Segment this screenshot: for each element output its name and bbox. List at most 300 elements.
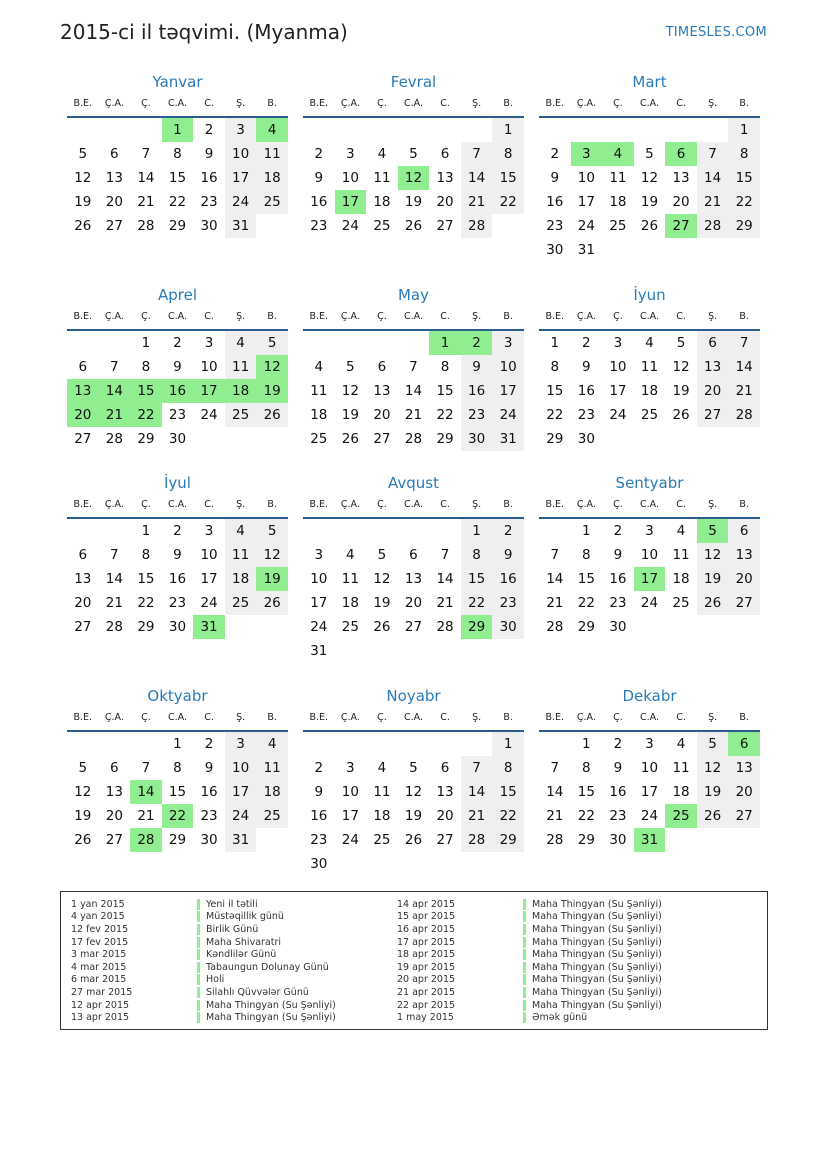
day-cell: 10 xyxy=(640,760,659,776)
day-cell: 17 xyxy=(492,379,524,403)
day-cell: 21 xyxy=(461,190,493,214)
weekday-label: C.A. xyxy=(403,311,423,322)
legend-color-marker xyxy=(523,1012,526,1023)
weekday-label: Ş. xyxy=(472,499,482,510)
day-cell: 14 xyxy=(728,355,760,379)
day-cell: 9 xyxy=(613,547,623,563)
day-cell: 11 xyxy=(373,784,391,800)
empty-cell xyxy=(539,732,571,756)
day-cell: 13 xyxy=(373,383,391,399)
day-cell: 27 xyxy=(697,403,729,427)
day-cell: 21 xyxy=(436,595,454,611)
day-cell: 22 xyxy=(137,595,155,611)
empty-cell xyxy=(130,732,162,756)
weekday-label: B.E. xyxy=(73,311,93,322)
weekday-label: B. xyxy=(739,499,749,510)
legend-date: 1 may 2015 xyxy=(397,1012,454,1024)
legend-color-marker xyxy=(523,1000,526,1011)
weekday-label: Ç. xyxy=(613,98,623,109)
day-cell: 9 xyxy=(173,547,182,563)
empty-cell xyxy=(429,519,461,543)
empty-cell xyxy=(665,118,697,142)
holiday-day-cell: 20 xyxy=(67,403,99,427)
day-cell: 30 xyxy=(310,856,328,872)
day-cell: 21 xyxy=(546,808,564,824)
day-cell: 13 xyxy=(74,571,92,587)
day-cell: 11 xyxy=(256,142,288,166)
weekday-label: C. xyxy=(204,712,214,723)
day-cell: 27 xyxy=(436,832,454,848)
day-cell: 14 xyxy=(546,571,564,587)
legend-date: 15 apr 2015 xyxy=(397,911,456,923)
day-cell: 25 xyxy=(310,431,328,447)
day-cell: 3 xyxy=(225,118,257,142)
holiday-day-cell: 2 xyxy=(461,331,493,355)
day-cell: 31 xyxy=(310,643,328,659)
day-cell: 21 xyxy=(697,190,729,214)
month-october xyxy=(67,686,288,852)
weekday-label: C.A. xyxy=(403,98,423,109)
legend-row xyxy=(397,974,662,987)
weekday-header xyxy=(303,309,524,331)
weekday-label: Ç. xyxy=(377,311,387,322)
month-name: Avqust xyxy=(388,474,439,492)
legend-date: 22 apr 2015 xyxy=(397,999,456,1011)
legend-holiday-name: Silahlı Qüvvələr Günü xyxy=(206,986,309,998)
day-grid xyxy=(303,331,524,451)
day-cell: 27 xyxy=(728,804,760,828)
day-cell: 1 xyxy=(173,736,182,752)
legend-date: 17 apr 2015 xyxy=(397,936,456,948)
weekday-label: C. xyxy=(204,499,214,510)
day-cell: 19 xyxy=(697,780,729,804)
weekday-label: Ş. xyxy=(236,499,246,510)
legend-holiday-name: Müstəqillik günü xyxy=(206,911,284,923)
weekday-label: C.A. xyxy=(403,499,423,510)
legend-date: 12 fev 2015 xyxy=(71,923,129,935)
empty-cell xyxy=(67,118,99,142)
weekday-label: Ç. xyxy=(377,499,387,510)
legend-color-marker xyxy=(197,962,200,973)
holiday-day-cell: 5 xyxy=(697,519,729,543)
legend-color-marker xyxy=(523,924,526,935)
legend-row xyxy=(71,999,336,1012)
day-cell: 16 xyxy=(577,383,595,399)
day-cell: 7 xyxy=(141,760,151,776)
day-cell: 1 xyxy=(582,736,591,752)
day-cell: 29 xyxy=(168,218,187,234)
legend-row xyxy=(397,911,662,924)
holiday-day-cell: 14 xyxy=(99,379,131,403)
day-cell: 30 xyxy=(492,615,524,639)
day-cell: 15 xyxy=(577,784,595,800)
holiday-day-cell: 3 xyxy=(571,142,603,166)
day-cell: 19 xyxy=(404,808,423,824)
day-cell: 29 xyxy=(728,214,760,238)
day-grid xyxy=(303,118,524,238)
day-cell: 4 xyxy=(676,523,686,539)
day-cell: 4 xyxy=(377,146,387,162)
day-cell: 7 xyxy=(550,760,560,776)
day-cell: 30 xyxy=(609,619,627,635)
day-cell: 7 xyxy=(141,146,151,162)
day-cell: 11 xyxy=(672,547,690,563)
day-cell: 3 xyxy=(314,547,324,563)
weekday-label: C.A. xyxy=(639,311,659,322)
empty-cell xyxy=(67,732,99,756)
day-cell: 17 xyxy=(341,808,359,824)
legend-row xyxy=(71,986,336,999)
weekday-label: B.E. xyxy=(545,712,565,723)
day-cell: 2 xyxy=(314,146,324,162)
weekday-header xyxy=(539,710,760,732)
day-cell: 23 xyxy=(200,194,218,210)
day-cell: 29 xyxy=(137,431,155,447)
day-cell: 29 xyxy=(492,828,524,852)
weekday-header xyxy=(67,309,288,331)
day-cell: 29 xyxy=(546,431,564,447)
day-cell: 8 xyxy=(492,756,524,780)
legend-date: 16 apr 2015 xyxy=(397,923,456,935)
day-cell: 4 xyxy=(314,359,324,375)
day-cell: 20 xyxy=(74,595,92,611)
empty-cell xyxy=(571,118,603,142)
legend-date: 14 apr 2015 xyxy=(397,898,456,910)
day-cell: 27 xyxy=(373,431,391,447)
day-cell: 10 xyxy=(341,784,359,800)
day-cell: 10 xyxy=(640,547,659,563)
day-cell: 23 xyxy=(577,407,595,423)
day-grid xyxy=(539,331,760,451)
weekday-label: C. xyxy=(204,311,214,322)
day-cell: 1 xyxy=(141,523,151,539)
day-cell: 23 xyxy=(461,403,493,427)
day-cell: 20 xyxy=(728,780,760,804)
legend-date: 4 mar 2015 xyxy=(71,961,127,973)
legend-holiday-name: Maha Thingyan (Su Şənliyi) xyxy=(532,974,662,986)
day-cell: 3 xyxy=(645,736,654,752)
weekday-label: Ş. xyxy=(236,311,246,322)
weekday-label: Ç.A. xyxy=(576,712,596,723)
weekday-label: C.A. xyxy=(167,499,187,510)
day-cell: 25 xyxy=(640,407,659,423)
day-cell: 13 xyxy=(404,571,423,587)
weekday-label: B. xyxy=(739,98,749,109)
weekday-label: B. xyxy=(503,311,513,322)
legend-date: 3 mar 2015 xyxy=(71,949,127,961)
empty-cell xyxy=(366,331,398,355)
day-grid xyxy=(67,118,288,238)
day-cell: 22 xyxy=(168,194,187,210)
legend-holiday-name: Maha Thingyan (Su Şənliyi) xyxy=(206,1012,336,1024)
holiday-day-cell: 29 xyxy=(461,615,493,639)
weekday-label: B.E. xyxy=(309,499,329,510)
weekday-label: Ş. xyxy=(708,311,718,322)
day-cell: 9 xyxy=(461,355,493,379)
day-cell: 22 xyxy=(461,591,493,615)
day-cell: 9 xyxy=(204,146,214,162)
weekday-label: Ç.A. xyxy=(340,98,360,109)
holiday-day-cell: 13 xyxy=(67,379,99,403)
legend-date: 4 yan 2015 xyxy=(71,911,125,923)
holiday-day-cell: 4 xyxy=(602,142,634,166)
day-cell: 26 xyxy=(256,403,288,427)
legend-color-marker xyxy=(197,899,200,910)
weekday-label: Ç. xyxy=(377,712,387,723)
day-cell: 26 xyxy=(74,218,92,234)
weekday-label: Ç.A. xyxy=(104,499,124,510)
day-cell: 14 xyxy=(546,784,564,800)
day-cell: 27 xyxy=(728,591,760,615)
day-cell: 9 xyxy=(314,784,324,800)
day-cell: 17 xyxy=(609,383,627,399)
day-cell: 15 xyxy=(137,571,155,587)
day-cell: 1 xyxy=(492,118,524,142)
day-cell: 5 xyxy=(256,331,288,355)
weekday-header xyxy=(539,96,760,118)
day-cell: 10 xyxy=(225,142,257,166)
legend-holiday-name: Əmək günü xyxy=(532,1012,588,1024)
day-cell: 6 xyxy=(377,359,387,375)
month-name: Fevral xyxy=(390,73,437,91)
weekday-header xyxy=(67,710,288,732)
day-cell: 29 xyxy=(577,832,595,848)
day-cell: 4 xyxy=(346,547,355,563)
day-cell: 2 xyxy=(204,736,214,752)
day-cell: 3 xyxy=(346,146,355,162)
empty-cell xyxy=(335,732,367,756)
weekday-label: Ç. xyxy=(141,499,151,510)
empty-cell xyxy=(366,118,398,142)
weekday-label: Ç. xyxy=(613,499,623,510)
day-cell: 18 xyxy=(373,194,391,210)
day-cell: 5 xyxy=(645,146,654,162)
day-cell: 5 xyxy=(697,732,729,756)
empty-cell xyxy=(303,118,335,142)
legend-holiday-name: Maha Shivaratri xyxy=(206,936,282,948)
weekday-label: C.A. xyxy=(403,712,423,723)
day-cell: 7 xyxy=(110,547,119,563)
legend-date: 27 mar 2015 xyxy=(71,986,133,998)
month-name: Oktyabr xyxy=(147,687,208,705)
day-cell: 13 xyxy=(436,170,454,186)
day-cell: 22 xyxy=(492,190,524,214)
day-cell: 23 xyxy=(609,595,627,611)
day-cell: 9 xyxy=(550,170,560,186)
day-cell: 8 xyxy=(582,760,591,776)
weekday-label: Ç. xyxy=(141,712,151,723)
weekday-label: Ç.A. xyxy=(104,311,124,322)
legend-date: 12 apr 2015 xyxy=(71,999,130,1011)
empty-cell xyxy=(335,118,367,142)
day-cell: 23 xyxy=(609,808,627,824)
holiday-day-cell: 6 xyxy=(728,732,760,756)
day-cell: 8 xyxy=(173,760,182,776)
day-grid xyxy=(67,331,288,451)
day-cell: 7 xyxy=(461,142,493,166)
holiday-day-cell: 12 xyxy=(256,355,288,379)
day-cell: 28 xyxy=(105,431,123,447)
day-cell: 5 xyxy=(409,146,418,162)
legend-row xyxy=(397,923,662,936)
weekday-label: B. xyxy=(503,499,513,510)
day-cell: 16 xyxy=(310,808,328,824)
day-cell: 16 xyxy=(200,170,218,186)
weekday-label: Ç.A. xyxy=(340,311,360,322)
brand-link[interactable]: TIMESLES.COM xyxy=(665,25,767,40)
day-cell: 14 xyxy=(436,571,454,587)
legend-color-marker xyxy=(523,911,526,922)
day-cell: 14 xyxy=(137,170,155,186)
day-cell: 11 xyxy=(225,543,257,567)
day-cell: 28 xyxy=(137,218,155,234)
day-cell: 23 xyxy=(492,591,524,615)
day-cell: 5 xyxy=(346,359,355,375)
day-cell: 24 xyxy=(310,619,328,635)
day-cell: 20 xyxy=(404,595,423,611)
month-september xyxy=(539,473,760,639)
weekday-label: Ç.A. xyxy=(576,98,596,109)
day-cell: 8 xyxy=(173,146,182,162)
day-cell: 13 xyxy=(728,543,760,567)
legend-color-marker xyxy=(523,962,526,973)
day-cell: 9 xyxy=(314,170,324,186)
day-cell: 11 xyxy=(310,383,328,399)
day-cell: 6 xyxy=(728,519,760,543)
day-cell: 4 xyxy=(645,335,654,351)
day-cell: 24 xyxy=(492,403,524,427)
empty-cell xyxy=(303,519,335,543)
day-grid xyxy=(539,732,760,852)
day-cell: 13 xyxy=(728,756,760,780)
day-cell: 29 xyxy=(577,619,595,635)
weekday-label: Ş. xyxy=(472,311,482,322)
day-cell: 26 xyxy=(256,591,288,615)
empty-cell xyxy=(67,519,99,543)
day-cell: 7 xyxy=(409,359,418,375)
day-cell: 6 xyxy=(78,359,88,375)
holiday-day-cell: 31 xyxy=(193,615,225,639)
day-cell: 6 xyxy=(110,146,119,162)
day-cell: 7 xyxy=(728,331,760,355)
day-cell: 15 xyxy=(577,571,595,587)
day-cell: 14 xyxy=(105,571,123,587)
day-cell: 28 xyxy=(546,832,564,848)
weekday-label: Ş. xyxy=(236,98,246,109)
empty-cell xyxy=(366,732,398,756)
day-cell: 25 xyxy=(609,218,627,234)
legend-holiday-name: Maha Thingyan (Su Şənliyi) xyxy=(532,961,662,973)
day-cell: 10 xyxy=(200,547,218,563)
legend-date: 6 mar 2015 xyxy=(71,974,127,986)
day-cell: 3 xyxy=(613,335,623,351)
day-cell: 31 xyxy=(225,828,257,852)
day-cell: 10 xyxy=(310,571,328,587)
weekday-label: C. xyxy=(440,98,450,109)
day-cell: 2 xyxy=(314,760,324,776)
empty-cell xyxy=(539,519,571,543)
day-cell: 12 xyxy=(672,359,690,375)
empty-cell xyxy=(335,331,367,355)
holiday-day-cell: 25 xyxy=(665,804,697,828)
day-cell: 8 xyxy=(440,359,450,375)
weekday-label: B. xyxy=(267,98,277,109)
day-cell: 3 xyxy=(346,760,355,776)
legend-date: 21 apr 2015 xyxy=(397,986,456,998)
day-cell: 9 xyxy=(582,359,591,375)
weekday-label: B.E. xyxy=(545,311,565,322)
day-cell: 12 xyxy=(74,784,92,800)
day-cell: 1 xyxy=(582,523,591,539)
month-march xyxy=(539,72,760,262)
day-cell: 13 xyxy=(672,170,690,186)
day-cell: 3 xyxy=(204,335,214,351)
month-name: Dekabr xyxy=(622,687,677,705)
day-grid xyxy=(539,118,760,262)
legend-holiday-name: Holi xyxy=(206,974,225,986)
month-name: Mart xyxy=(632,73,667,91)
day-cell: 18 xyxy=(609,194,627,210)
weekday-label: B. xyxy=(503,712,513,723)
day-cell: 6 xyxy=(440,760,450,776)
day-cell: 21 xyxy=(461,804,493,828)
day-cell: 19 xyxy=(404,194,423,210)
day-cell: 16 xyxy=(609,784,627,800)
legend-color-marker xyxy=(197,974,200,985)
holiday-day-cell: 1 xyxy=(429,331,461,355)
day-cell: 7 xyxy=(110,359,119,375)
month-name: İyun xyxy=(633,286,666,304)
day-cell: 20 xyxy=(728,567,760,591)
day-cell: 1 xyxy=(550,335,560,351)
weekday-label: B.E. xyxy=(73,499,93,510)
day-cell: 25 xyxy=(373,218,391,234)
day-cell: 22 xyxy=(436,407,454,423)
weekday-label: C. xyxy=(676,311,686,322)
legend-holiday-name: Maha Thingyan (Su Şənliyi) xyxy=(532,949,662,961)
day-cell: 20 xyxy=(436,194,454,210)
day-cell: 14 xyxy=(697,166,729,190)
day-cell: 30 xyxy=(546,242,564,258)
legend-row xyxy=(397,1011,662,1024)
day-cell: 31 xyxy=(577,242,595,258)
day-cell: 11 xyxy=(225,355,257,379)
legend-date: 18 apr 2015 xyxy=(397,949,456,961)
weekday-label: C. xyxy=(676,98,686,109)
day-cell: 27 xyxy=(74,619,92,635)
day-cell: 31 xyxy=(225,214,257,238)
day-cell: 9 xyxy=(173,359,182,375)
day-cell: 26 xyxy=(404,218,423,234)
weekday-label: C. xyxy=(676,499,686,510)
empty-cell xyxy=(99,732,131,756)
empty-cell xyxy=(366,519,398,543)
empty-cell xyxy=(99,519,131,543)
legend-color-marker xyxy=(523,937,526,948)
day-cell: 2 xyxy=(582,335,591,351)
day-cell: 12 xyxy=(697,543,729,567)
day-cell: 26 xyxy=(640,218,659,234)
day-cell: 25 xyxy=(672,595,690,611)
day-cell: 28 xyxy=(461,828,493,852)
day-cell: 7 xyxy=(697,142,729,166)
day-cell: 18 xyxy=(373,808,391,824)
weekday-label: Ç. xyxy=(141,98,151,109)
legend-row xyxy=(397,999,662,1012)
day-cell: 27 xyxy=(436,218,454,234)
day-cell: 15 xyxy=(492,166,524,190)
day-cell: 4 xyxy=(676,736,686,752)
